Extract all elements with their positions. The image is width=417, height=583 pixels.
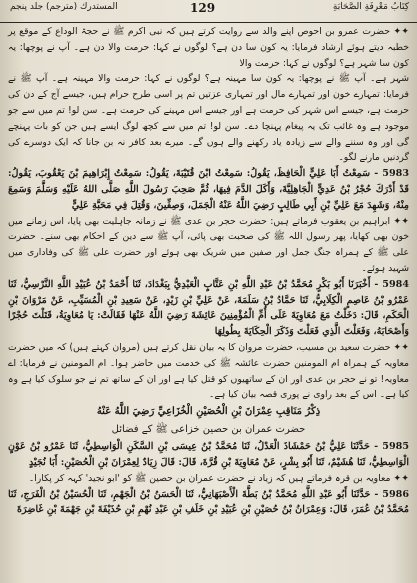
arabic-hadith: 5984 - أَخْبَرَنَا أَبُو بَكْرٍ مُحَمَّدُ بْنُ عَبْدِ اللَّهِ بْنِ عَتَّابٍ الْعَبْدِيُّ بِبَغْدَادَ، ثَنَا أَحْمَدُ بْنُ عُبَيْدِ اللَّهِ النَّرْسِيُّ، ثَنَا عَمْرُو بْنُ عَاصِمٍ الْكِلَابِيُّ، ثَنَا حَمَّادُ بْنُ سَلَمَةَ، عَنْ عَلِيِّ بْنِ زَيْدٍ، عَنْ سَعِيدِ بْنِ الْمُسَيِّبِ، عَنْ مَرْوَانَ بْنِ الْحَكَمِ، قَالَ: دَخَلْتُ مَعَ مُعَاوِيَةَ عَلَى أُمِّ الْمُؤْمِنِينَ عَائِشَةَ رَضِيَ اللَّهُ عَنْهَا فَقَالَتْ: يَا مُعَاوِيَةُ، قَتَلْتَ حُجْرًا وَأَصْحَابَهُ، وَفَعَلْتَ الَّذِي فَعَلْتَ وَذَكَرَ الْحِكَايَةَ بِطُولِهَا [8, 278, 409, 338]
arabic-hadith: 5985 - حَدَّثَنَا عَلِيُّ بْنُ حَمْشَاذَ الْعَدْلُ، ثَنَا مُحَمَّدُ بْنُ عِيسَى بْنِ السَّكَنِ الْوَاسِطِيُّ، ثَنَا عَمْرُو بْنُ عَوْنٍ الْوَاسِطِيُّ، ثَنَا هُشَيْمٌ، ثَنَا أَبُو بِشْرٍ، عَنْ مُعَاوِيَةَ بْنِ قُرَّةَ، قَالَ: قَالَ زِيَادٌ لِعِمْرَانَ بْنِ الْحُصَيْنِ: أَبَا نُجَيْدٍ [8, 441, 409, 468]
section-title-arabic: ذِكْرُ مَنَاقِبِ عِمْرَانَ بْنِ الْحُصَيْنِ الْخُزَاعِيِّ رَضِيَ اللَّهُ عَنْهُ [96, 406, 321, 418]
page-body [8, 24, 409, 518]
volume-title: المستدرك (مترجم) جلد پنجم [10, 2, 118, 12]
arabic-hadith: 5983 - سَمِعْتُ أَبَا عَلِيٍّ الْحَافِظَ، يَقُولُ: سَمِعْتُ ابْنَ قُتَيْبَةَ، يَقُولُ: سَمِعْتُ إِبْرَاهِيمَ بْنَ يَعْقُوبَ، يَقُولُ: قَدْ أَدْرَكَ حُجْرُ بْنُ عَدِيٍّ الْجَاهِلِيَّةَ، وَأَكَلَ الدَّمَ فِيهَا، ثُمَّ صَحِبَ رَسُولَ اللَّهِ صَلَّى اللهُ عَلَيْهِ وَسَلَّمَ وَسَمِعَ مِنْهُ، وَشَهِدَ مَعَ عَلِيِّ بْنِ أَبِي طَالِبٍ رَضِيَ اللَّهُ عَنْهُ الْجَمَلَ، وَصِفِّينَ، وَقُتِلَ فِي مَحَبَّةِ عَلِيٍّ [8, 168, 409, 211]
urdu-paragraph: ✦✦ ابراہیم بن یعقوب فرماتے ہیں: حضرت حجر بن عدی ﷺ نے زمانہ جاہلیت بھی پایا، اس زمانے میں خون بھی کھایا، پھر رسول اللہ ﷺ کی صحبت بھی پائی، آپ ﷺ سے دین کے احکام بھی سنے۔ حضرت علی ﷺ کے ہمراہ جنگ جمل اور صفین میں شریک بھی ہوئے اور حضرت علی ﷺ کی وفاداری میں شہید ہوئے۔ [8, 215, 409, 274]
urdu-paragraph: ✦✦ حضرت عمرو بن احوص اپنے والد سے روایت کرتے ہیں کہ نبی اکرم ﷺ نے حجۃ الوداع کے موقع پر خطبہ دیتے ہوئے ارشاد فرمایا: یہ کون سا دن ہے؟ لوگوں نے کہا: حرمت والا دن ہے۔ آپ نے پوچھا: یہ کون سا شہر ہے؟ لوگوں نے کہا: حرمت والا [8, 26, 409, 69]
page-number: 129 [190, 1, 216, 15]
urdu-paragraph: ✦✦ معاویہ بن قرہ فرماتے ہیں کہ زیاد نے حضرت عمران بن حصین ﷺ کو 'ابو نجید' کہہ کر پکارا۔ [28, 472, 409, 484]
urdu-paragraph: شہر ہے۔ آپ ﷺ نے پوچھا: یہ کون سا مہینہ ہے؟ لوگوں نے کہا: حرمت والا مہینہ ہے۔ آپ ﷺ نے فرمایا: تمہارے خون اور تمہارے مال اور تمہاری عزتیں تم پر اسی طرح حرام ہیں، جیسے آج کے دن کی حرمت ہے، جیسے اس شہر کی حرمت ہے اور جیسے اس مہینے کی حرمت ہے۔ سن لو! تم میں سے جو موجود ہے وہ غائب تک یہ پیغام پہنچا دے۔ سن لو! تم میں سے کچھ لوگ ایسے ہیں جن کو بات پہنچے گی اور وہ سننے والے سے زیادہ یاد رکھنے والے ہوں گے۔ میرے بعد کافر نہ بن جانا کہ ایک دوسرے کی گردنیں مارنے لگو۔ [8, 73, 409, 164]
section-title-urdu: حضرت عمران بن حصین خزاعی ﷺ کے فضائل [111, 424, 306, 436]
page-header [0, 0, 417, 23]
arabic-hadith: 5986 - حَدَّثَنَا أَبُو عَبْدِ اللَّهِ مُحَمَّدُ بْنُ بَطَّةَ الْأَصْبَهَانِيُّ، ثَنَا الْحَسَنُ بْنُ الْجَهْمِ، ثَنَا الْحُسَيْنُ بْنُ الْفَرَجِ، ثَنَا مُحَمَّدُ بْنُ عُمَرَ، قَالَ: وَعِمْرَانُ بْنُ حُصَيْنِ بْنِ عُبَيْدِ بْنِ خَلَفِ بْنِ عَبْدِ نُهْمِ بْنِ حُذَيْفَةَ بْنِ جَهْمَةَ بْنِ غَاضِرَةَ [8, 488, 409, 516]
book-title: كِتَابُ مَعْرِفَةِ الصَّحَابَةِ [332, 2, 409, 12]
urdu-paragraph: ✦✦ حضرت سعید بن مسیب، حضرت مروان کا یہ بیان نقل کرتے ہیں (مروان کہتے ہیں) کہ میں حضرت معاویہ کے ہمراہ ام المومنین حضرت عائشہ ﷺ کی خدمت میں حاضر ہوا۔ ام المومنین نے فرمایا: اے معاویہ! تو نے حجر بن عدی اور ان کے ساتھیوں کو قتل کیا ہے اور ان کے ساتھ تم نے جو سلوک کیا ہے وہ کیا ہے۔ اس کے بعد راوی نے پوری قصہ بیان کیا ہے۔ [8, 341, 409, 401]
